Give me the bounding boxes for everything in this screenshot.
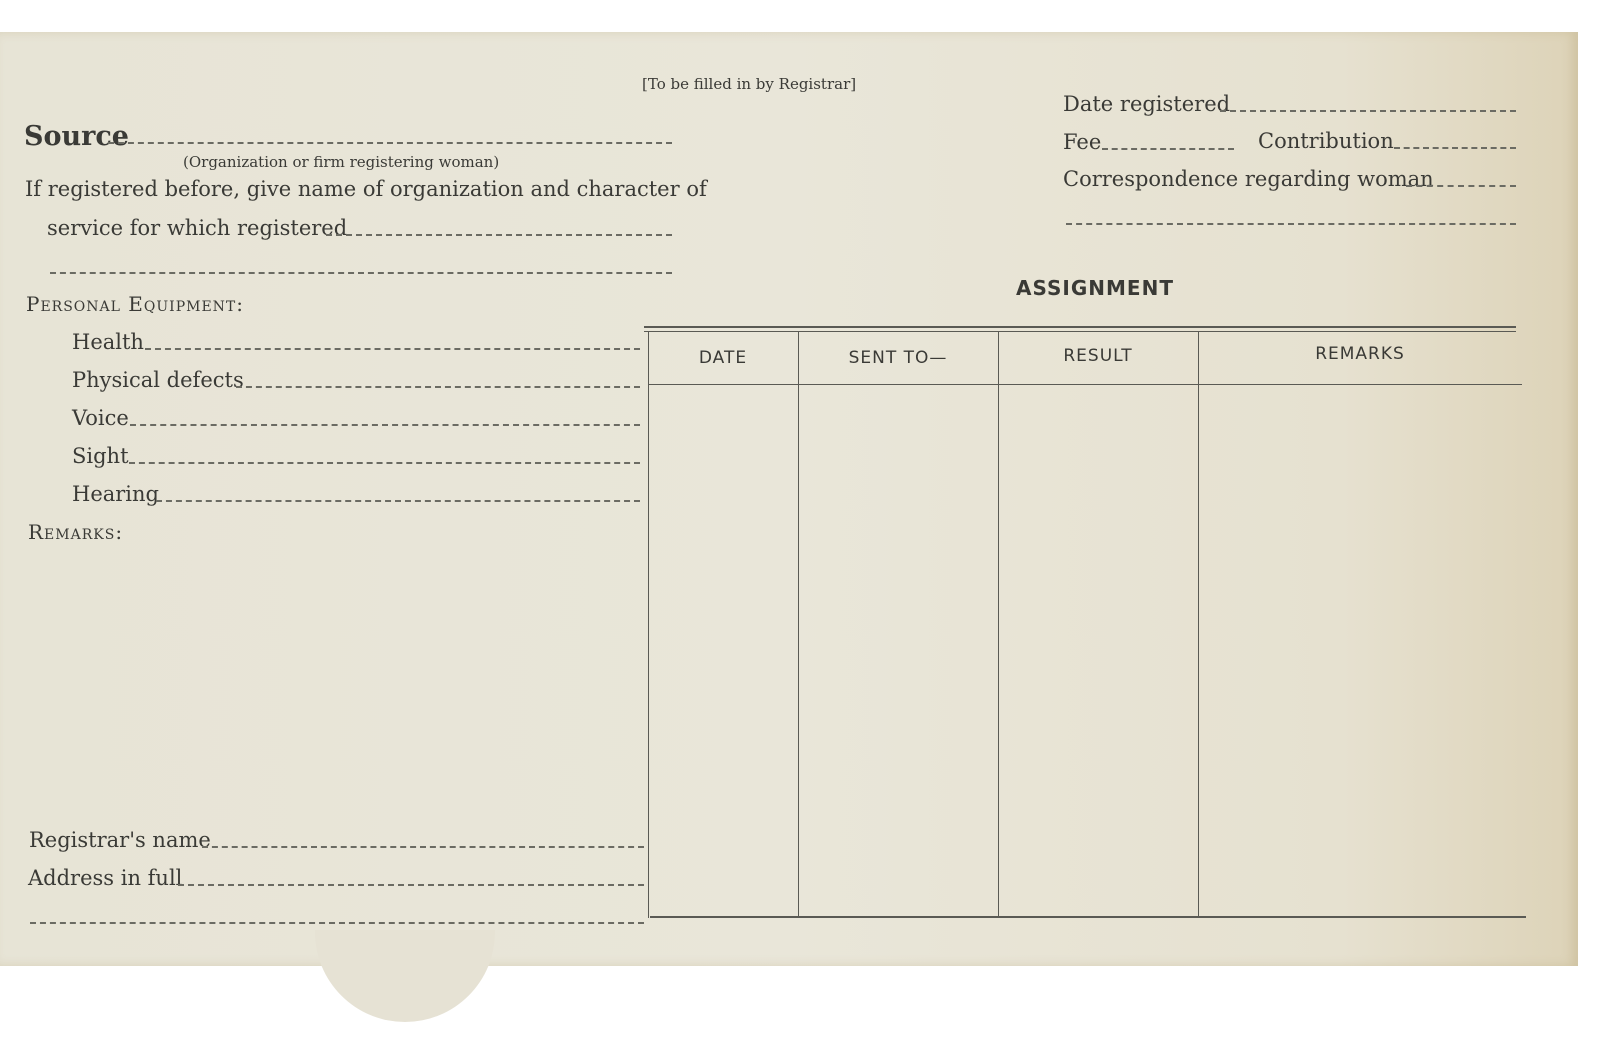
sight-field[interactable] xyxy=(129,462,640,464)
correspondence-field[interactable] xyxy=(1406,185,1516,187)
date-registered-field[interactable] xyxy=(1220,110,1516,112)
source-sublabel: (Organization or firm registering woman) xyxy=(183,153,500,171)
personal-equipment-title: Personal Equipment: xyxy=(26,292,245,316)
registered-before-line1: If registered before, give name of organization and character of xyxy=(25,177,707,201)
registrar-name-field[interactable] xyxy=(202,846,644,848)
registered-before-field[interactable] xyxy=(326,234,672,236)
column-header-sent-to: SENT TO— xyxy=(848,348,948,368)
column-header-remarks: REMARKS xyxy=(1315,344,1405,364)
column-header-date: DATE xyxy=(698,348,748,368)
registered-before-field-2[interactable] xyxy=(50,272,672,274)
hearing-label: Hearing xyxy=(72,482,159,506)
fee-label: Fee xyxy=(1063,130,1102,154)
source-label: Source xyxy=(24,121,129,152)
fee-field[interactable] xyxy=(1102,148,1234,150)
correspondence-label: Correspondence regarding woman xyxy=(1063,167,1434,191)
contribution-field[interactable] xyxy=(1394,147,1516,149)
address-label: Address in full xyxy=(28,866,183,890)
assignment-title: ASSIGNMENT xyxy=(1016,276,1174,300)
contribution-label: Contribution xyxy=(1258,129,1394,153)
sight-label: Sight xyxy=(72,444,129,468)
physical-defects-label: Physical defects xyxy=(72,368,244,392)
hearing-field[interactable] xyxy=(156,500,640,502)
registrar-note: [To be filled in by Registrar] xyxy=(642,75,857,93)
registered-before-line2: service for which registered xyxy=(47,216,348,240)
remarks-label: Remarks: xyxy=(28,520,124,544)
index-card-tab xyxy=(315,930,495,1022)
voice-label: Voice xyxy=(72,406,129,430)
physical-defects-field[interactable] xyxy=(236,386,640,388)
health-field[interactable] xyxy=(145,348,640,350)
correspondence-field-2[interactable] xyxy=(1066,223,1516,225)
date-registered-label: Date registered xyxy=(1063,92,1231,116)
address-field[interactable] xyxy=(178,884,644,886)
source-field[interactable] xyxy=(108,142,672,144)
health-label: Health xyxy=(72,330,144,354)
voice-field[interactable] xyxy=(130,424,640,426)
registrar-name-label: Registrar's name xyxy=(29,828,211,852)
registration-card xyxy=(0,32,1578,966)
column-header-result: RESULT xyxy=(1063,346,1133,366)
address-field-2[interactable] xyxy=(30,922,644,924)
